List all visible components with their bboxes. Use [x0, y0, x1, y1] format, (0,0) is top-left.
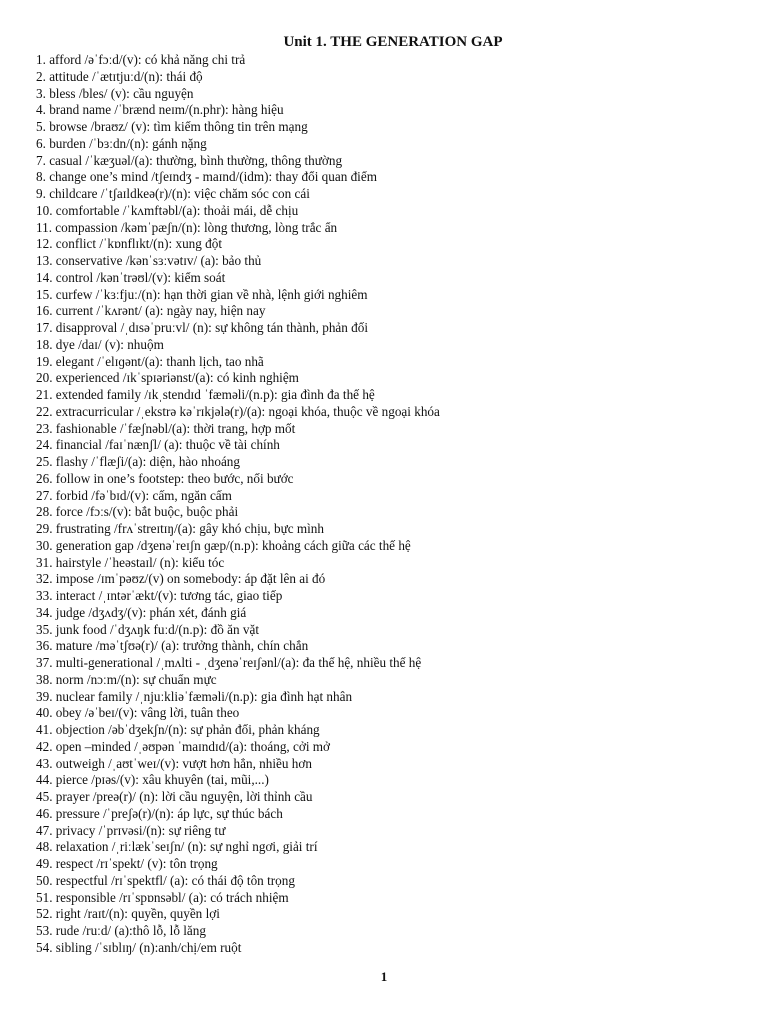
vocabulary-entry: 7. casual /ˈkæʒuəl/(a): thường, bình thường, thông thường: [36, 152, 343, 168]
vocabulary-list: [36, 52, 746, 957]
vocabulary-entry: 22. extracurricular /ˌekstrə kəˈrɪkjələ(r)/(a): ngoại khóa, thuộc về ngoại khóa: [36, 403, 440, 419]
vocabulary-entry: 35. junk food /ˈdʒʌŋk fuːd/(n.p): đồ ăn vặt: [36, 621, 259, 637]
vocabulary-entry: 46. pressure /ˈpreʃə(r)/(n): áp lực, sự thúc bách: [36, 805, 283, 821]
vocabulary-entry: 10. comfortable /ˈkʌmftəbl/(a): thoải mái, dễ chịu: [36, 202, 299, 218]
vocabulary-entry: 49. respect /rɪˈspekt/ (v): tôn trọng: [36, 856, 218, 871]
vocabulary-entry: 42. open –minded /ˌəʊpən ˈmaɪndɪd/(a): thoáng, cởi mở: [36, 738, 331, 754]
vocabulary-entry: 39. nuclear family /ˌnjuːkliəˈfæməli/(n.p): gia đình hạt nhân: [36, 688, 353, 704]
vocabulary-entry: 13. conservative /kənˈsɜːvətɪv/ (a): bảo thủ: [36, 253, 262, 268]
vocabulary-entry: 30. generation gap /dʒenəˈreɪʃn ɡæp/(n.p): khoảng cách giữa các thế hệ: [36, 537, 411, 553]
vocabulary-entry: 54. sibling /ˈsɪblɪŋ/ (n):anh/chị/em ruột: [36, 939, 242, 955]
vocabulary-entry: 17. disapproval /ˌdɪsəˈpruːvl/ (n): sự không tán thành, phản đối: [36, 320, 369, 335]
vocabulary-entry: 12. conflict /ˈkɒnflɪkt/(n): xung đột: [36, 236, 222, 252]
vocabulary-entry: 9. childcare /ˈtʃaɪldkeə(r)/(n): việc chăm sóc con cái: [36, 186, 310, 201]
vocabulary-entry: 15. curfew /ˈkɜːfjuː/(n): hạn thời gian về nhà, lệnh giới nghiêm: [36, 286, 368, 302]
vocabulary-entry: 4. brand name /ˈbrænd neɪm/(n.phr): hàng hiệu: [36, 102, 284, 118]
page-title: Unit 1. THE GENERATION GAP: [283, 34, 503, 50]
vocabulary-entry: 47. privacy /ˈprɪvəsi/(n): sự riêng tư: [36, 822, 226, 838]
vocabulary-entry: 25. flashy /ˈflæʃi/(a): diện, hào nhoáng: [36, 454, 240, 469]
vocabulary-entry: 3. bless /bles/ (v): cầu nguyện: [36, 85, 194, 101]
vocabulary-entry: 34. judge /dʒʌdʒ/(v): phán xét, đánh giá: [36, 604, 247, 620]
vocabulary-entry: 28. force /fɔːs/(v): bắt buộc, buộc phải: [36, 504, 239, 520]
vocabulary-entry: 40. obey /əˈbeɪ/(v): vâng lời, tuân theo: [36, 705, 240, 721]
vocabulary-entry: 8. change one’s mind /tʃeɪndʒ - maɪnd/(idm): thay đổi quan điểm: [36, 169, 377, 185]
vocabulary-entry: 43. outweigh /ˌaʊtˈweɪ/(v): vượt hơn hẳn, nhiều hơn: [36, 755, 312, 771]
vocabulary-entry: 32. impose /ɪmˈpəʊz/(v) on somebody: áp đặt lên ai đó: [36, 571, 326, 587]
vocabulary-entry: 23. fashionable /ˈfæʃnəbl/(a): thời trang, hợp mốt: [36, 420, 296, 436]
vocabulary-entry: 33. interact /ˌɪntərˈækt/(v): tương tác, giao tiếp: [36, 588, 283, 603]
vocabulary-entry: 21. extended family /ɪkˌstendɪd ˈfæməli/(n.p): gia đình đa thế hệ: [36, 387, 375, 402]
vocabulary-entry: 6. burden /ˈbɜːdn/(n): gánh nặng: [36, 135, 207, 151]
vocabulary-entry: 45. prayer /preə(r)/ (n): lời cầu nguyện, lời thỉnh cầu: [36, 789, 313, 804]
vocabulary-entry: 26. follow in one’s footstep: theo bước, nối bước: [36, 470, 294, 486]
vocabulary-entry: 31. hairstyle /ˈheəstaɪl/ (n): kiểu tóc: [36, 554, 225, 570]
vocabulary-entry: 37. multi-generational /ˌmʌlti - ˌdʒenəˈreɪʃənl/(a): đa thế hệ, nhiều thế hệ: [36, 655, 422, 670]
vocabulary-entry: 38. norm /nɔːm/(n): sự chuẩn mực: [36, 671, 217, 687]
vocabulary-entry: 44. pierce /pɪəs/(v): xâu khuyên (tai, mũi,...): [36, 772, 269, 788]
vocabulary-entry: 19. elegant /ˈelɪɡənt/(a): thanh lịch, tao nhã: [36, 353, 264, 369]
vocabulary-entry: 27. forbid /fəˈbɪd/(v): cấm, ngăn cấm: [36, 487, 232, 503]
vocabulary-entry: 48. relaxation /ˌriːlækˈseɪʃn/ (n): sự nghỉ ngơi, giải trí: [36, 839, 318, 855]
vocabulary-entry: 41. objection /əbˈdʒekʃn/(n): sự phản đối, phản kháng: [36, 722, 320, 737]
vocabulary-entry: 11. compassion /kəmˈpæʃn/(n): lòng thương, lòng trắc ẩn: [36, 219, 338, 235]
vocabulary-entry: 5. browse /braʊz/ (v): tìm kiếm thông tin trên mạng: [36, 119, 308, 134]
vocabulary-entry: 20. experienced /ɪkˈspɪəriənst/(a): có kinh nghiệm: [36, 370, 299, 386]
vocabulary-entry: 16. current /ˈkʌrənt/ (a): ngày nay, hiện nay: [36, 303, 266, 319]
vocabulary-entry: 14. control /kənˈtrəʊl/(v): kiểm soát: [36, 269, 226, 285]
vocabulary-entry: 1. afford /əˈfɔːd/(v): có khả năng chi trả: [36, 52, 246, 67]
vocabulary-entry: 18. dye /daɪ/ (v): nhuộm: [36, 336, 164, 352]
vocabulary-entry: 53. rude /ruːd/ (a):thô lỗ, lỗ lăng: [36, 923, 206, 938]
vocabulary-entry: 50. respectful /rɪˈspektfl/ (a): có thái độ tôn trọng: [36, 872, 295, 888]
vocabulary-entry: 29. frustrating /frʌˈstreɪtɪŋ/(a): gây khó chịu, bực mình: [36, 521, 324, 536]
vocabulary-entry: 36. mature /məˈtʃʊə(r)/ (a): trưởng thành, chín chắn: [36, 638, 309, 654]
page-number: 1: [380, 969, 388, 984]
vocabulary-entry: 52. right /raɪt/(n): quyền, quyền lợi: [36, 906, 220, 922]
vocabulary-entry: 24. financial /faɪˈnænʃl/ (a): thuộc về tài chính: [36, 437, 280, 453]
vocabulary-entry: 2. attitude /ˈætɪtjuːd/(n): thái độ: [36, 68, 203, 84]
vocabulary-entry: 51. responsible /rɪˈspɒnsəbl/ (a): có trách nhiệm: [36, 889, 289, 905]
